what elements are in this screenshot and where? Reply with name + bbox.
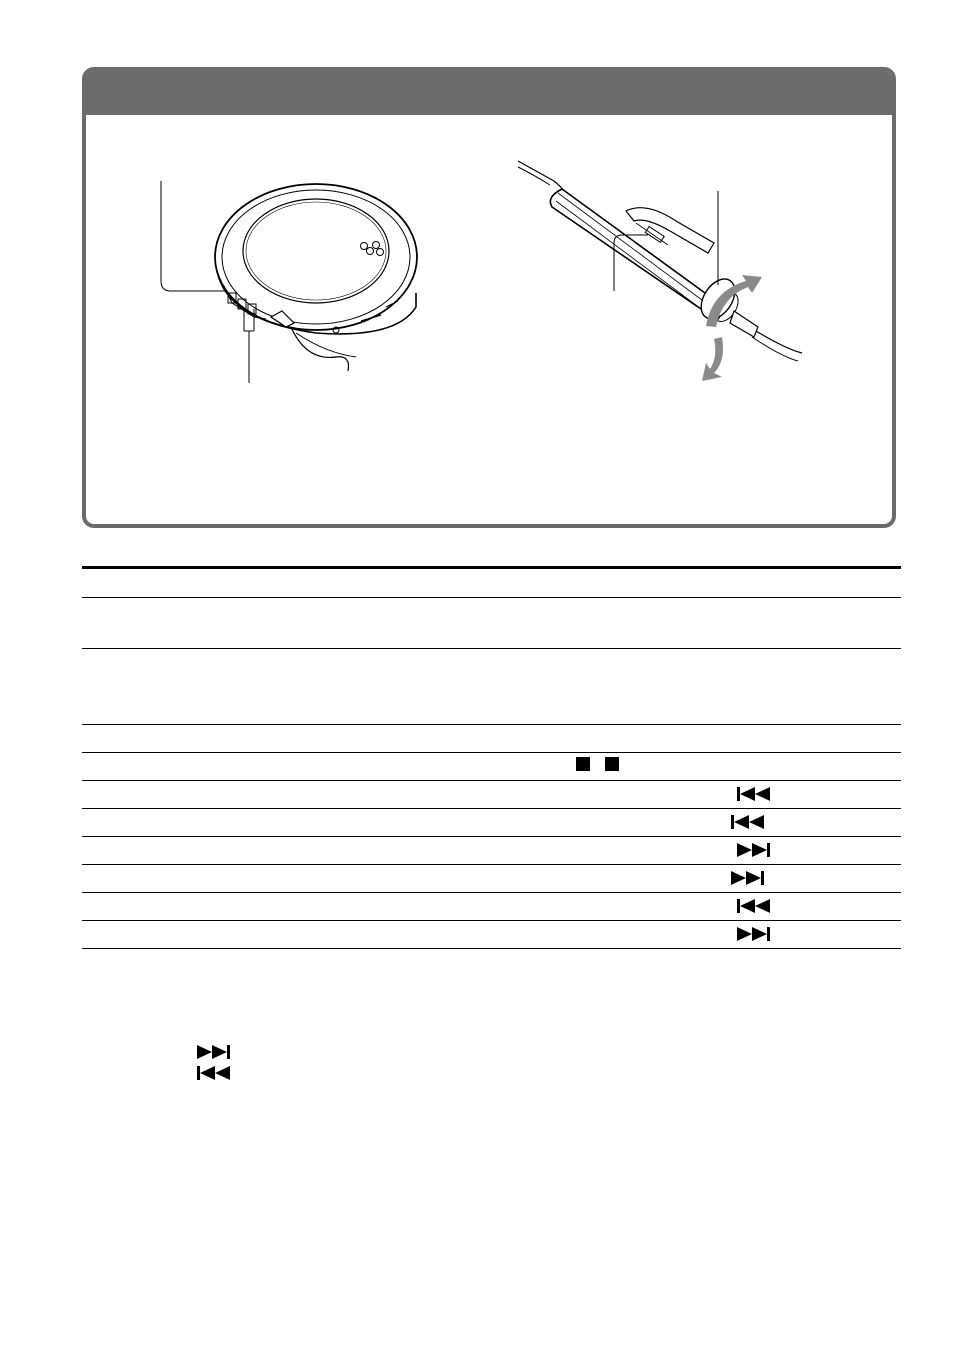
- table-bottom-rule: [82, 948, 901, 949]
- next-track-icon: [737, 842, 773, 858]
- next-track-icon: [737, 926, 773, 942]
- table-row-divider: [82, 648, 901, 649]
- table-top-rule: [82, 566, 901, 569]
- remote-control-illustration: [518, 161, 802, 361]
- previous-track-icon: [737, 786, 773, 802]
- portable-cd-player-illustration: [161, 181, 417, 383]
- table-row-divider: [82, 780, 901, 781]
- table-row-divider: [82, 920, 901, 921]
- table-row-divider: [82, 892, 901, 893]
- next-track-icon: [731, 870, 767, 886]
- figure-panel: [82, 67, 896, 528]
- table-row-divider: [82, 808, 901, 809]
- table-row-divider: [82, 864, 901, 865]
- table-row-divider: [82, 752, 901, 753]
- previous-track-icon: [197, 1065, 233, 1081]
- stop-square-icon: [605, 757, 619, 773]
- stop-square-icon: [576, 757, 590, 773]
- table-row-divider: [82, 836, 901, 837]
- previous-track-icon: [731, 814, 767, 830]
- next-track-icon: [197, 1044, 233, 1060]
- illustration-canvas: [86, 71, 892, 524]
- table-row-divider: [82, 597, 901, 598]
- previous-track-icon: [737, 898, 773, 914]
- table-row-divider: [82, 724, 901, 725]
